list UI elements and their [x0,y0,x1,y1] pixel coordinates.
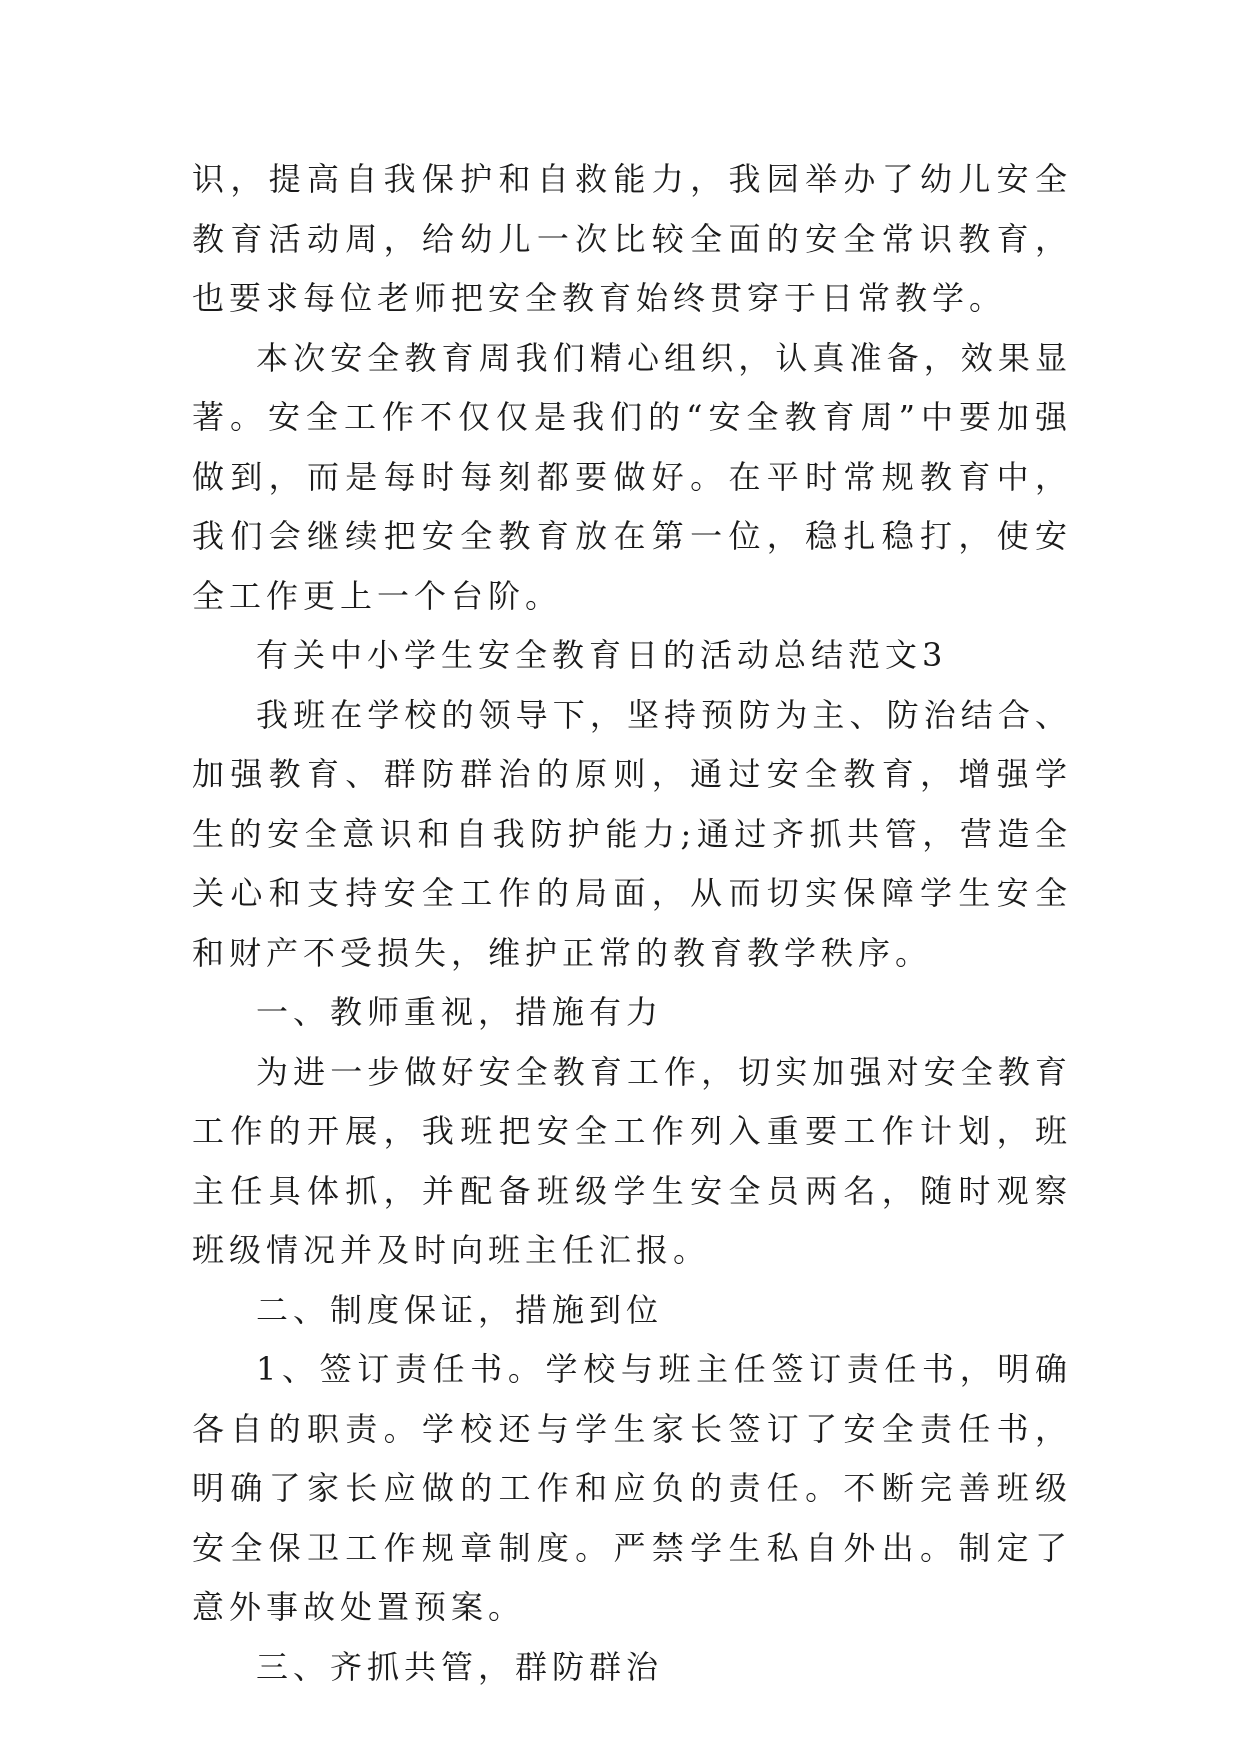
heading-three: 三、齐抓共管，群防群治 [256,1647,664,1686]
heading-two: 二、制度保证，措施到位 [256,1290,664,1329]
paragraph-continuation: 识，提高自我保护和自救能力，我园举办了幼儿安全教育活动周，给幼儿一次比较全面的安全常识教育，也要求每位老师把安全教育始终贯穿于日常教学。 [192,160,1072,317]
paragraph-intro: 我班在学校的领导下，坚持预防为主、防治结合、加强教育、群防群治的原则，通过安全教育，增强学生的安全意识和自我防护能力;通过齐抓共管，营造全关心和支持安全工作的局面，从而切实保障学生安全和财产不受损失，维护正常的教育教学秩序。 [192,695,1072,972]
heading-one: 一、教师重视，措施有力 [256,993,664,1031]
paragraph-teacher: 为进一步做好安全教育工作，切实加强对安全教育工作的开展，我班把安全工作列入重要工作计划，班主任具体抓，并配备班级学生安全员两名，随时观察班级情况并及时向班主任汇报。 [192,1052,1072,1269]
paragraph-responsibility: 1、签订责任书。学校与班主任签订责任书，明确各自的职责。学校还与学生家长签订了安全责任书，明确了家长应做的工作和应负的责任。不断完善班级安全保卫工作规章制度。严禁学生私自外出。制定了意外事故处置预案。 [192,1350,1072,1626]
document-body [192,150,1072,1697]
section-title: 有关中小学生安全教育日的活动总结范文3 [256,636,948,674]
paragraph-summary: 本次安全教育周我们精心组织，认真准备，效果显著。安全工作不仅仅是我们的“安全教育周”中要加强做到，而是每时每刻都要做好。在平时常规教育中，我们会继续把安全教育放在第一位，稳扎稳打，使安全工作更上一个台阶。 [192,338,1072,615]
